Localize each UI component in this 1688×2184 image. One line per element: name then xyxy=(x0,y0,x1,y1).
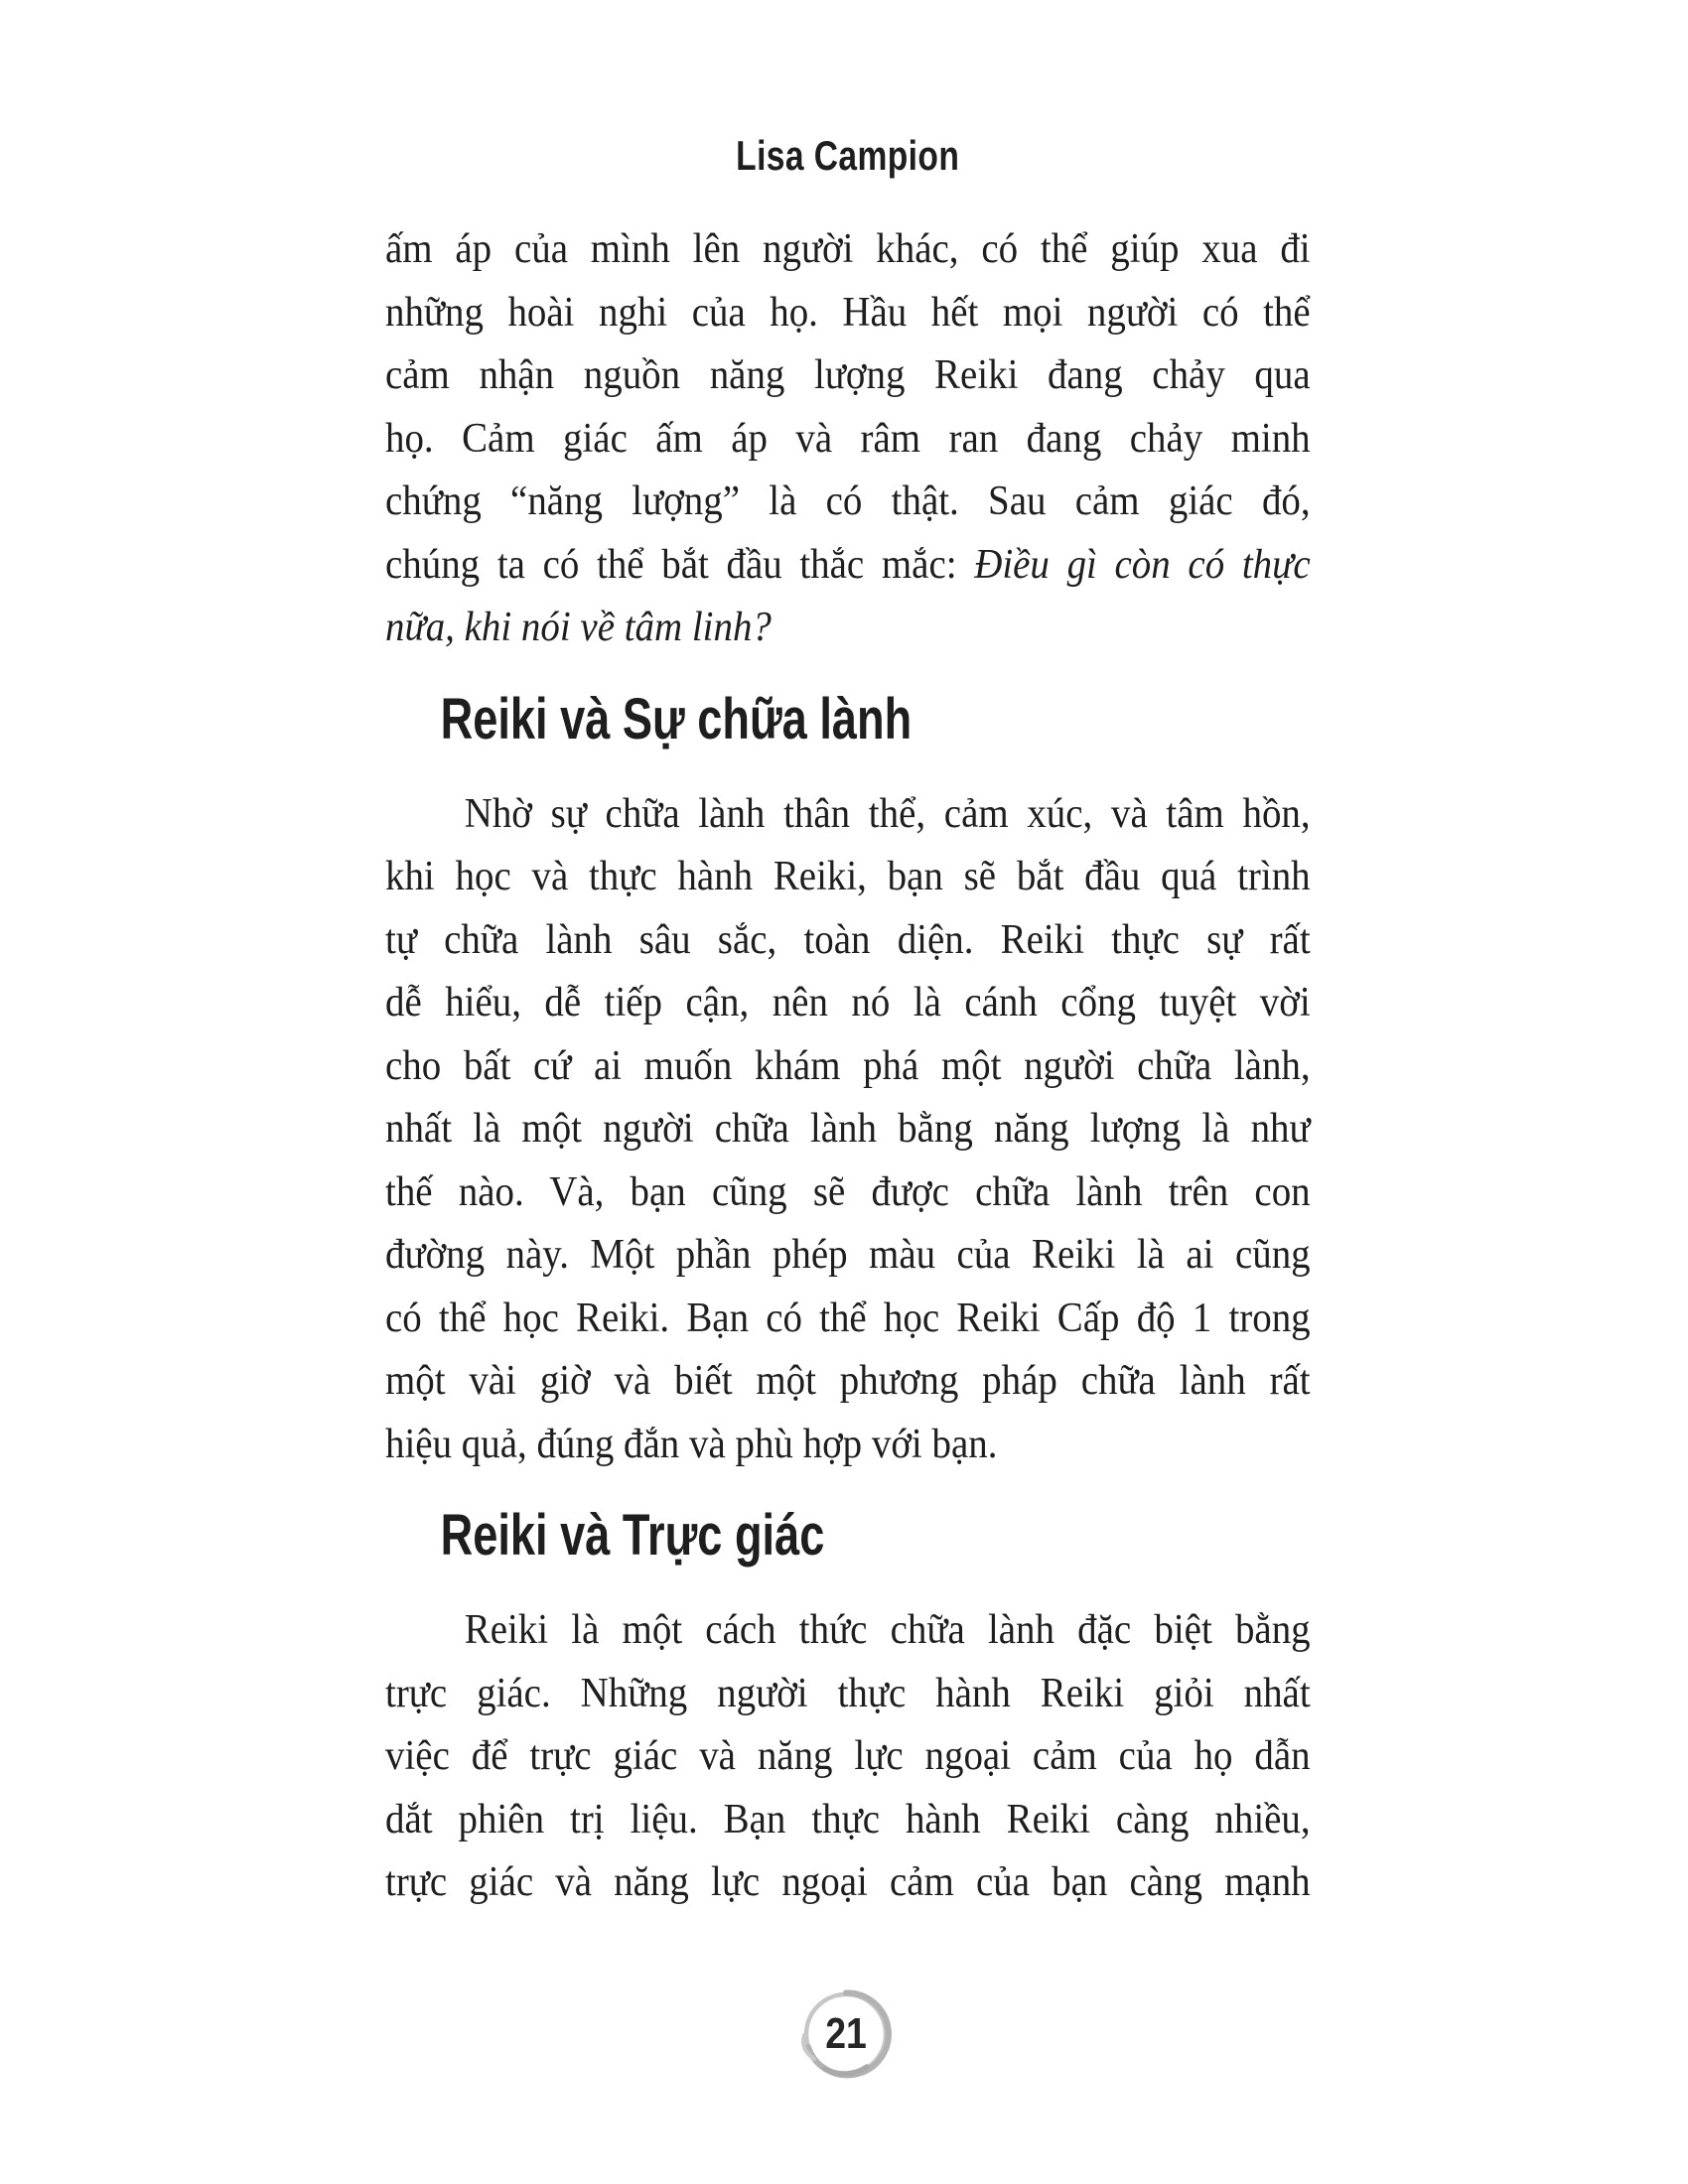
text-line xyxy=(385,1035,1311,1099)
text-segment: cảm nhận nguồn năng lượng Reiki đang chảy qua xyxy=(385,352,1311,398)
text-line xyxy=(385,1789,1311,1852)
text-line xyxy=(385,534,1311,598)
text-segment: chứng “năng lượng” là có thật. Sau cảm giác đó, xyxy=(385,478,1311,524)
text-line xyxy=(385,1599,1311,1663)
text-segment: cho bất cứ ai muốn khám phá một người chữa lành, xyxy=(385,1042,1311,1089)
running-header xyxy=(385,133,1311,189)
text-segment: hiệu quả, đúng đắn và phù hợp với bạn. xyxy=(385,1421,998,1467)
text-segment: Nhờ sự chữa lành thân thể, cảm xúc, và tâm hồn, xyxy=(464,790,1311,837)
text-line xyxy=(385,1098,1311,1161)
text-segment: ấm áp của mình lên người khác, có thể giúp xua đi xyxy=(385,226,1311,272)
text-segment: thế nào. Và, bạn cũng sẽ được chữa lành trên con xyxy=(385,1168,1311,1215)
text-line xyxy=(385,783,1311,847)
text-segment: những hoài nghi của họ. Hầu hết mọi người có thể xyxy=(385,289,1311,336)
text-flow xyxy=(385,218,1311,1915)
text-line xyxy=(385,972,1311,1035)
page-number: 21 xyxy=(825,2009,867,2058)
text-line xyxy=(385,408,1311,472)
text-segment: họ. Cảm giác ấm áp và râm ran đang chảy minh xyxy=(385,415,1311,462)
text-line xyxy=(385,1414,1311,1477)
text-segment: trực giác và năng lực ngoại cảm của bạn càng mạnh xyxy=(385,1859,1311,1905)
page-number-badge xyxy=(791,1979,901,2089)
text-segment: việc để trực giác và năng lực ngoại cảm của họ dẫn xyxy=(385,1733,1311,1779)
text-segment: Reiki là một cách thức chữa lành đặc biệt bằng xyxy=(464,1607,1311,1653)
text-segment: có thể học Reiki. Bạn có thể học Reiki Cấp độ 1 trong xyxy=(385,1295,1311,1341)
text-segment: trực giác. Những người thực hành Reiki giỏi nhất xyxy=(385,1670,1311,1716)
section-heading xyxy=(441,1502,1311,1566)
italic-text-segment: nữa, khi nói về tâm linh? xyxy=(385,605,772,650)
text-line xyxy=(385,471,1311,534)
text-segment: khi học và thực hành Reiki, bạn sẽ bắt đầu quá trình xyxy=(385,854,1311,899)
text-segment: nhất là một người chữa lành bằng năng lượng là như xyxy=(385,1106,1311,1152)
text-line xyxy=(385,1663,1311,1726)
paragraph xyxy=(385,218,1311,660)
running-header-text: Lisa Campion xyxy=(736,132,960,179)
text-line xyxy=(385,1288,1311,1351)
section-heading xyxy=(441,686,1311,750)
text-line xyxy=(385,1851,1311,1915)
text-line xyxy=(385,909,1311,973)
paragraph xyxy=(385,1599,1311,1915)
text-segment: một vài giờ và biết một phương pháp chữa lành rất xyxy=(385,1358,1311,1404)
text-line xyxy=(385,846,1311,909)
text-line xyxy=(385,1350,1311,1414)
section-heading-text: Reiki và Trực giác xyxy=(440,1503,825,1568)
text-line xyxy=(385,597,1311,660)
text-segment: dễ hiểu, dễ tiếp cận, nên nó là cánh cổng tuyệt vời xyxy=(385,980,1311,1025)
text-segment: tự chữa lành sâu sắc, toàn diện. Reiki thực sự rất xyxy=(385,916,1311,963)
text-segment: chúng ta có thể bắt đầu thắc mắc: xyxy=(385,541,975,588)
text-segment: đường này. Một phần phép màu của Reiki là ai cũng xyxy=(385,1232,1311,1278)
text-segment: dắt phiên trị liệu. Bạn thực hành Reiki càng nhiều, xyxy=(385,1796,1311,1843)
text-line xyxy=(385,282,1311,345)
text-line xyxy=(385,1224,1311,1288)
text-line xyxy=(385,1161,1311,1225)
paragraph xyxy=(385,783,1311,1477)
text-line xyxy=(385,344,1311,408)
section-heading-text: Reiki và Sự chữa lành xyxy=(440,686,913,751)
text-line xyxy=(385,1725,1311,1789)
italic-text-segment: Điều gì còn có thực xyxy=(974,541,1311,588)
text-line xyxy=(385,218,1311,282)
